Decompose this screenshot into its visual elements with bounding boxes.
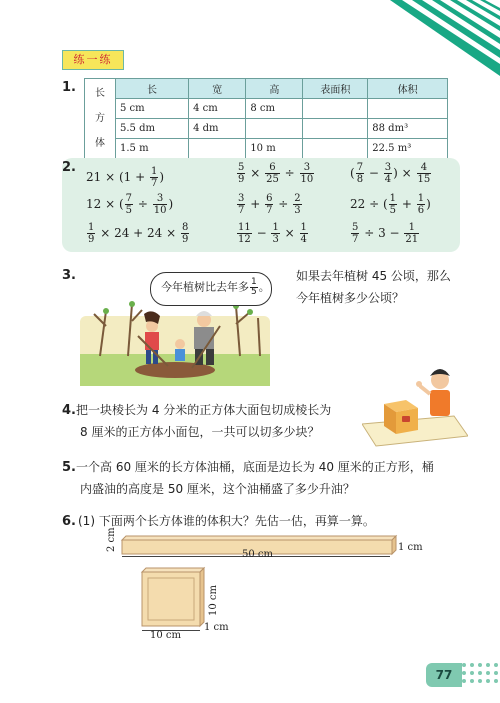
fraction	[153, 193, 168, 216]
denominator: 4	[384, 174, 392, 185]
expression-r2c2	[236, 193, 303, 216]
bubble-content	[161, 278, 270, 297]
denominator: 15	[417, 174, 431, 185]
expr-text: 12 × (	[86, 197, 124, 211]
expr-text: )	[159, 170, 165, 184]
table-row	[85, 139, 448, 159]
numerator: 1	[417, 193, 425, 204]
numerator: 1	[404, 222, 419, 234]
denominator: 10	[300, 174, 314, 185]
fraction	[181, 222, 189, 245]
expression-r3c1	[86, 222, 190, 245]
denominator: 7	[238, 205, 245, 216]
numerator: 2	[294, 193, 301, 204]
table-cell	[303, 119, 368, 139]
numerator: 6	[265, 162, 280, 174]
fraction	[250, 278, 258, 297]
expr-text: )	[426, 197, 431, 211]
numerator: 4	[417, 162, 432, 174]
table-cell	[189, 139, 246, 159]
numerator: 7	[125, 193, 133, 204]
operator: ÷	[137, 197, 148, 211]
fraction	[351, 222, 359, 245]
table-cell	[246, 119, 303, 139]
fraction	[265, 193, 273, 216]
numerator: 1	[251, 277, 257, 287]
expression-r1c2	[236, 162, 315, 185]
denominator: 8	[356, 174, 364, 185]
expression-r3c3	[350, 222, 420, 245]
fraction	[150, 166, 158, 189]
denominator: 9	[182, 234, 189, 245]
table-cell	[368, 99, 448, 119]
question-6-line-1: (1) 下面两个长方体谁的体积大？先估一估，再算一算。	[78, 514, 375, 528]
column-header: 长	[116, 79, 189, 99]
numerator: 5	[352, 222, 359, 233]
denominator: 6	[417, 205, 425, 216]
expr-text: )	[168, 197, 174, 211]
cuboid-label-char: 方	[95, 113, 105, 124]
question-3-line-2: 今年植树多少公顷？	[296, 291, 405, 305]
denominator: 3	[272, 234, 279, 245]
operator: ÷	[284, 166, 295, 180]
denominator: 12	[238, 234, 251, 245]
numerator: 1	[300, 222, 307, 233]
denominator: 25	[266, 174, 279, 185]
operator: +	[250, 197, 261, 211]
table-cell: 88 dm³	[368, 119, 448, 139]
numerator: 11	[238, 222, 251, 233]
fraction	[125, 193, 133, 216]
question-3-line-1: 如果去年植树 45 公顷，那么	[296, 269, 451, 283]
practice-badge: 练一练	[62, 50, 124, 70]
expression-r3c2	[236, 222, 309, 245]
denominator: 21	[405, 234, 419, 245]
table-cell: 4 dm	[189, 119, 246, 139]
question-2-number: 2.	[62, 160, 76, 175]
cuboid-label	[85, 79, 116, 159]
fraction	[356, 162, 364, 185]
denominator: 10	[153, 205, 167, 216]
question-5-line-2: 内盛油的高度是 50 厘米，这个油桶盛了多少升油？	[80, 482, 355, 496]
denominator: 9	[88, 234, 95, 245]
fraction	[300, 222, 308, 245]
denominator: 7	[352, 234, 359, 245]
numerator: 3	[384, 162, 392, 173]
fraction	[237, 222, 252, 245]
fraction	[404, 222, 419, 245]
denominator: 9	[238, 174, 245, 185]
operator: ×	[250, 166, 261, 180]
numerator: 3	[238, 193, 245, 204]
numerator: 3	[153, 193, 168, 205]
bubble-text: 今年植树比去年多	[161, 280, 249, 294]
numerator: 1	[150, 166, 158, 177]
question-4-line-2: 8 厘米的正方体小面包，一共可以切多少块？	[80, 425, 320, 439]
fraction	[417, 193, 425, 216]
numerator: 8	[182, 222, 189, 233]
long-box-depth-label: 1 cm	[398, 542, 423, 553]
denominator: 3	[294, 205, 301, 216]
numerator: 7	[356, 162, 364, 173]
fraction	[265, 162, 280, 185]
question-5-line-1: 一个高 60 厘米的长方体油桶，底面是边长为 40 厘米的正方形，桶	[76, 460, 434, 474]
square-box-height-label	[208, 570, 220, 622]
column-header: 宽	[189, 79, 246, 99]
table-header-row	[85, 79, 448, 99]
numerator: 1	[88, 222, 95, 233]
square-box-height-text: 10 cm	[208, 585, 219, 616]
question-3-number: 3.	[62, 268, 76, 283]
denominator: 5	[251, 287, 257, 297]
operator: −	[256, 226, 267, 240]
cuboid-label-char: 长	[95, 88, 105, 99]
long-box-height-label	[106, 527, 118, 552]
cuboid-label-char: 体	[95, 138, 105, 149]
denominator: 7	[150, 178, 158, 189]
expression-r2c1	[86, 193, 173, 216]
question-5-number: 5.	[62, 460, 76, 475]
page-number: 77	[426, 663, 462, 687]
table-cell	[303, 139, 368, 159]
numerator: 6	[266, 193, 273, 204]
question-1-number: 1.	[62, 80, 76, 95]
expr-text: 21 × (1 +	[86, 170, 149, 184]
tree-planting-illustration	[80, 296, 270, 386]
denominator: 5	[389, 205, 397, 216]
expression-r1c1	[86, 166, 164, 189]
expr-text: 22 ÷ (	[350, 197, 388, 211]
fraction	[389, 193, 397, 216]
table-row	[85, 99, 448, 119]
question-4-number: 4.	[62, 403, 76, 418]
table-cell: 10 m	[246, 139, 303, 159]
square-box-depth-label: 1 cm	[204, 622, 229, 633]
operator: +	[401, 197, 412, 211]
expr-text: (	[350, 166, 355, 180]
numerator: 5	[238, 162, 245, 173]
numerator: 3	[300, 162, 315, 174]
question-4-line-1: 把一块棱长为 4 分米的正方体大面包切成棱长为	[76, 403, 332, 417]
numerator: 1	[272, 222, 279, 233]
fraction	[271, 222, 279, 245]
expr-text: ÷ 3 −	[364, 226, 400, 240]
fraction	[300, 162, 315, 185]
expression-r1c3	[350, 162, 432, 185]
fraction	[237, 162, 245, 185]
expr-text: × 24 + 24 ×	[100, 226, 177, 240]
fraction	[384, 162, 392, 185]
square-cuboid-figure	[140, 566, 206, 628]
boy-with-bread-illustration	[362, 362, 468, 452]
table-cell: 5.5 dm	[116, 119, 189, 139]
long-box-length-label: 50 cm	[242, 549, 273, 560]
table-cell	[303, 99, 368, 119]
fraction	[87, 222, 95, 245]
fraction	[417, 162, 432, 185]
column-header: 高	[246, 79, 303, 99]
expr-text: ) ×	[393, 166, 412, 180]
table-cell: 1.5 m	[116, 139, 189, 159]
operator: −	[368, 166, 379, 180]
table-cell: 22.5 m³	[368, 139, 448, 159]
long-box-height-text: 2 cm	[106, 527, 117, 552]
speech-bubble	[150, 272, 272, 306]
dimensions-table	[84, 78, 448, 159]
denominator: 7	[266, 205, 273, 216]
square-box-width-label: 10 cm	[150, 630, 181, 641]
corner-stripes-decoration	[360, 0, 500, 80]
table-cell: 5 cm	[116, 99, 189, 119]
table-cell: 4 cm	[189, 99, 246, 119]
table-cell: 8 cm	[246, 99, 303, 119]
page-number-dots-decoration	[460, 660, 500, 690]
numerator: 1	[389, 193, 397, 204]
expression-r2c3	[350, 193, 431, 216]
fraction	[293, 193, 301, 216]
column-header: 表面积	[303, 79, 368, 99]
denominator: 5	[125, 205, 133, 216]
denominator: 4	[300, 234, 307, 245]
bubble-text-end: 。	[258, 280, 270, 294]
fraction	[237, 193, 245, 216]
operator: ÷	[278, 197, 289, 211]
column-header: 体积	[368, 79, 448, 99]
question-6-number: 6.	[62, 514, 76, 529]
table-row	[85, 119, 448, 139]
operator: ×	[284, 226, 295, 240]
